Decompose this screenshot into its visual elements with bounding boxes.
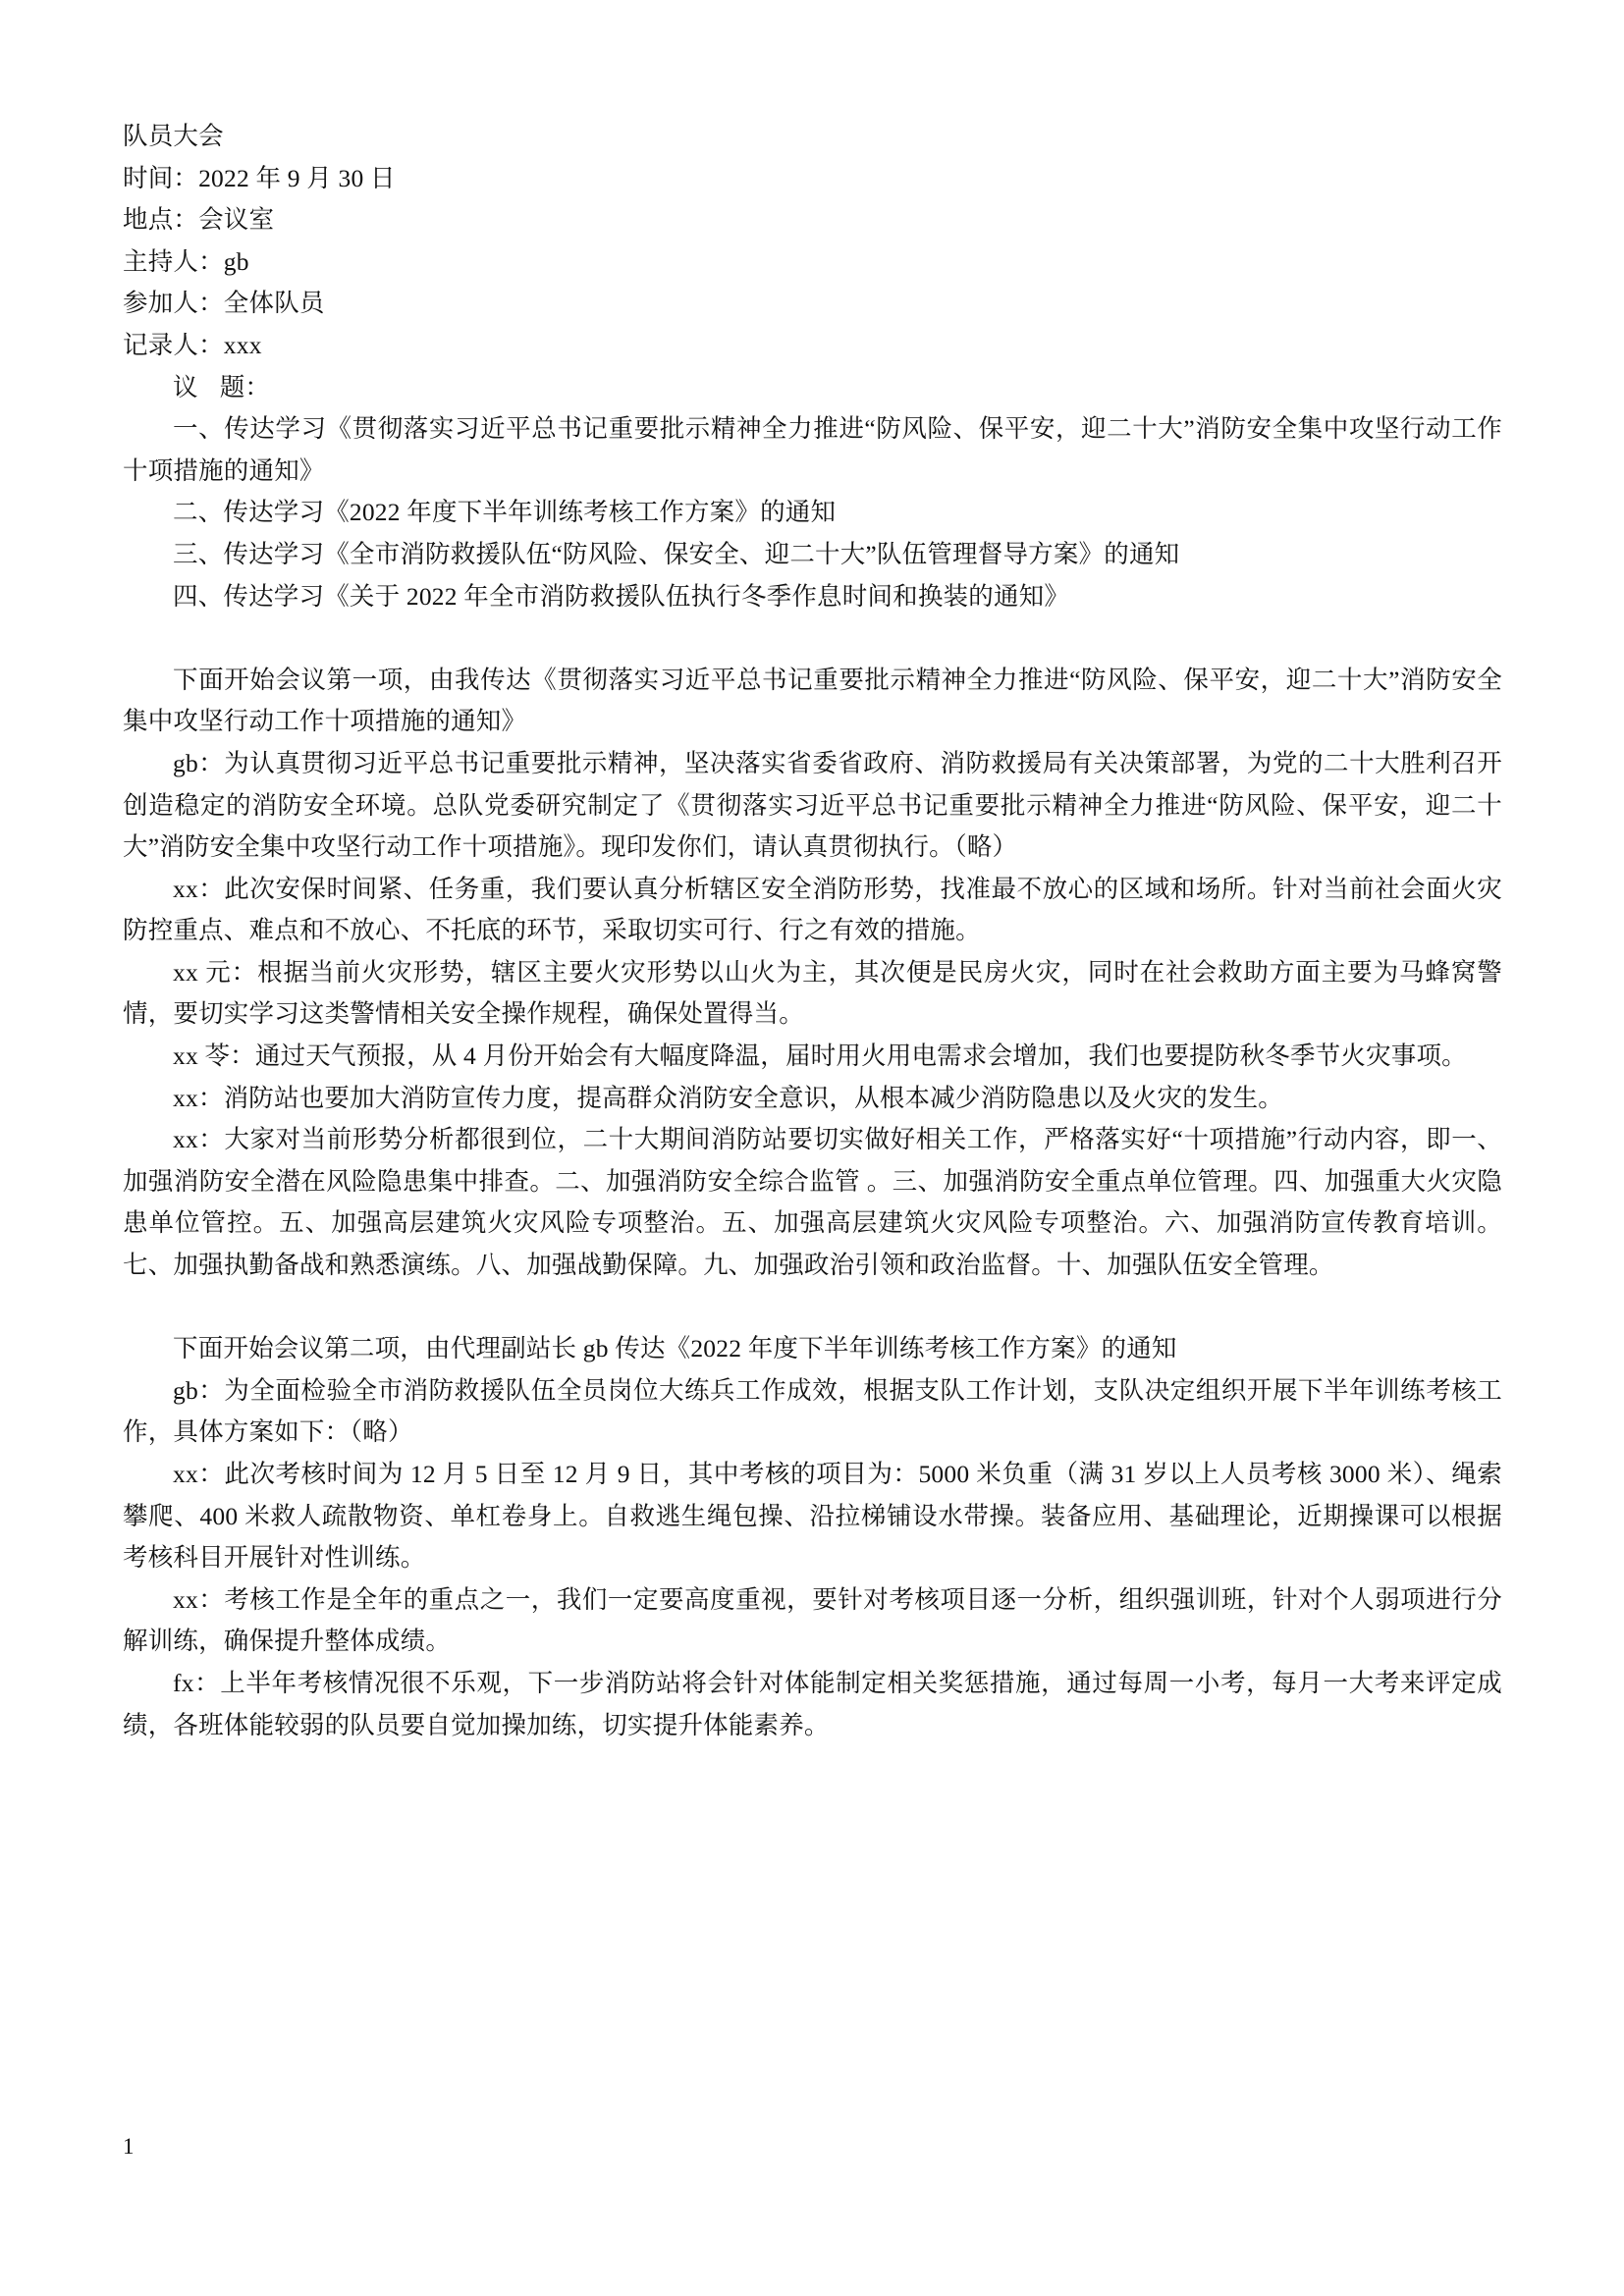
page-number: 1 — [123, 2134, 135, 2159]
section-spacer-1 — [123, 617, 1502, 660]
document-body — [123, 116, 1502, 1746]
agenda-item-3: 三、传达学习《全市消防救援队伍“防风险、保安全、迎二十大”队伍管理督导方案》的通知 — [173, 539, 1180, 568]
section-spacer-2 — [123, 1287, 1502, 1329]
section-two-paragraph-4: xx：考核工作是全年的重点之一，我们一定要高度重视，要针对考核项目逐一分析，组织强训班，针对个人弱项进行分解训练，确保提升整体成绩。 — [123, 1584, 1502, 1656]
agenda-heading-part2: 题： — [219, 372, 271, 401]
section-two-paragraph-5: fx：上半年考核情况很不乐观，下一步消防站将会针对体能制定相关奖惩措施，通过每周一小考，每月一大考来评定成绩，各班体能较弱的队员要自觉加操加练，切实提升体能素养。 — [123, 1668, 1502, 1739]
meeting-time: 时间：2022 年 9 月 30 日 — [123, 163, 396, 192]
body-paragraph-4: xx 元：根据当前火灾形势，辖区主要火灾形势以山火为主，其次便是民房火灾，同时在社会救助方面主要为马蜂窝警情，要切实学习这类警情相关安全操作规程，确保处置得当。 — [123, 957, 1502, 1029]
meeting-participants: 参加人：全体队员 — [123, 289, 325, 318]
body-paragraph-5: xx 苓：通过天气预报，从 4 月份开始会有大幅度降温，届时用火用电需求会增加，我们也要提防秋冬季节火灾事项。 — [173, 1041, 1467, 1071]
agenda-item-4: 四、传达学习《关于 2022 年全市消防救援队伍执行冬季作息时间和换装的通知》 — [173, 581, 1070, 611]
agenda-heading-part1: 议 — [173, 372, 198, 401]
body-paragraph-2: gb：为认真贯彻习近平总书记重要批示精神，坚决落实省委省政府、消防救援局有关决策部署，为党的二十大胜利召开创造稳定的消防安全环境。总队党委研究制定了《贯彻落实习近平总书记重要批示精神全力推进“防风险、保平安，迎二十大”消防安全集中攻坚行动工作十项措施》。现印发你们，请认真贯彻执行。（略） — [123, 748, 1502, 862]
section-two-paragraph-2: gb：为全面检验全市消防救援队伍全员岗位大练兵工作成效，根据支队工作计划，支队决定组织开展下半年训练考核工作，具体方案如下：（略） — [123, 1375, 1502, 1447]
section-two-paragraph-1: 下面开始会议第二项，由代理副站长 gb 传达《2022 年度下半年训练考核工作方案》的通知 — [173, 1334, 1177, 1363]
meeting-recorder: 记录人：xxx — [123, 330, 262, 359]
agenda-heading — [123, 367, 1502, 409]
body-paragraph-3: xx：此次安保时间紧、任务重，我们要认真分析辖区安全消防形势，找准最不放心的区域和场所。针对当前社会面火灾防控重点、难点和不放心、不托底的环节，采取切实可行、行之有效的措施。 — [123, 874, 1502, 945]
body-paragraph-6: xx：消防站也要加大消防宣传力度，提高群众消防安全意识，从根本减少消防隐患以及火灾的发生。 — [173, 1083, 1284, 1112]
agenda-item-2: 二、传达学习《2022 年度下半年训练考核工作方案》的通知 — [173, 498, 837, 527]
agenda-item-1: 一、传达学习《贯彻落实习近平总书记重要批示精神全力推进“防风险、保平安，迎二十大”消防安全集中攻坚行动工作十项措施的通知》 — [123, 414, 1502, 485]
body-paragraph-7: xx：大家对当前形势分析都很到位，二十大期间消防站要切实做好相关工作，严格落实好“十项措施”行动内容，即一、加强消防安全潜在风险隐患集中排查。二、加强消防安全综合监管 。三、加强消防安全重点单位管理。四、加强重大火灾隐患单位管控。五、加强高层建筑火灾风险专项整治。五、加强高层建筑火灾风险专项整治。六、加强消防宣传教育培训。七、加强执勤备战和熟悉演练。八、加强战勤保障。九、加强政治引领和政治监督。十、加强队伍安全管理。 — [123, 1125, 1502, 1280]
meeting-host: 主持人：gb — [123, 246, 249, 276]
body-paragraph-1: 下面开始会议第一项，由我传达《贯彻落实习近平总书记重要批示精神全力推进“防风险、保平安，迎二十大”消防安全集中攻坚行动工作十项措施的通知》 — [123, 665, 1502, 736]
section-two-paragraph-3: xx：此次考核时间为 12 月 5 日至 12 月 9 日，其中考核的项目为：5000 米负重（满 31 岁以上人员考核 3000 米）、绳索攀爬、400 米救人疏散物资、单杠卷身上。自救逃生绳包操、沿拉梯铺设水带操。装备应用、基础理论，近期操课可以根据考核科目开展针对性训练。 — [123, 1460, 1502, 1573]
meeting-header-block — [123, 116, 1502, 367]
meeting-location: 地点：会议室 — [123, 205, 275, 235]
document-title: 队员大会 — [123, 122, 224, 150]
